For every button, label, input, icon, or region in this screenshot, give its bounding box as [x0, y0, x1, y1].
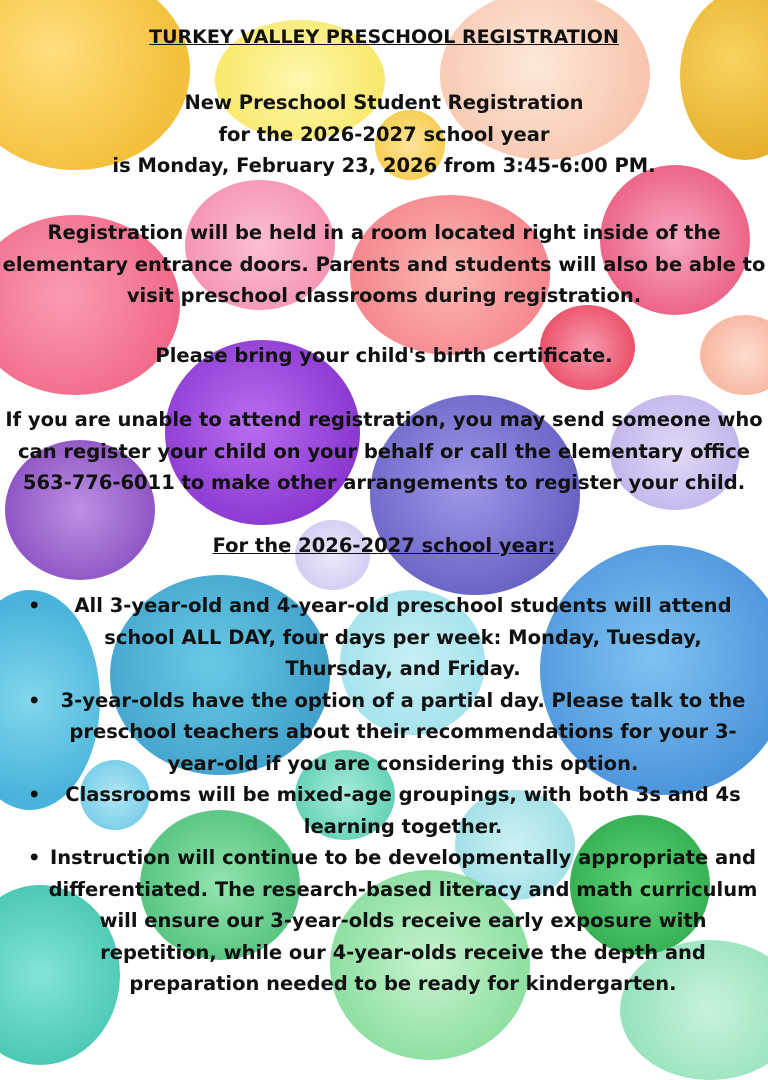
school-year-details-list — [0, 590, 768, 1000]
list-item — [0, 842, 768, 1000]
list-item — [0, 685, 768, 780]
location-line: Registration will be held in a room located right inside of the — [47, 221, 721, 244]
list-item-text: Classrooms will be mixed-age groupings, with both 3s and 4s learning together. — [65, 783, 741, 838]
list-item-text: All 3-year-old and 4-year-old preschool students will attend school ALL DAY, four days per week: Monday, Tuesday, Thursday, and Friday. — [74, 594, 732, 680]
location-line: elementary entrance doors. Parents and students will also be able to — [2, 252, 766, 276]
certificate-note: Please bring your child's birth certificate. — [155, 344, 613, 367]
registration-line: is Monday, February 23, 2026 from 3:45-6:00 PM. — [112, 154, 656, 177]
registration-line: New Preschool Student Registration — [184, 91, 584, 114]
bullet-icon: • — [28, 688, 41, 712]
bullet-icon: • — [28, 783, 41, 806]
registration-line: for the 2026-2027 school year — [218, 122, 550, 146]
school-year-subheading: For the 2026-2027 school year: — [212, 534, 556, 557]
location-info — [0, 217, 768, 312]
page-title: TURKEY VALLEY PRESCHOOL REGISTRATION — [149, 26, 619, 48]
unable-to-attend-info — [0, 404, 768, 499]
list-item — [0, 590, 768, 685]
unable-line: 563-776-6011 to make other arrangements to register your child. — [22, 471, 746, 494]
list-item-text: 3-year-olds have the option of a partial day. Please talk to the preschool teachers about their recommendations for your 3-year-old if you are considering this option. — [60, 688, 746, 775]
list-item-text: Instruction will continue to be developmentally appropriate and differentiated. The research-based literacy and math curriculum will ensure our 3-year-olds receive early exposure with repetition, while our 4-year-olds receive the depth and preparation needed to be ready for kindergarten. — [48, 846, 758, 995]
bullet-icon: • — [28, 846, 41, 869]
unable-line: can register your child on your behalf or call the elementary office — [17, 439, 750, 463]
bullet-icon: • — [28, 594, 41, 617]
registration-info — [0, 87, 768, 182]
list-item — [0, 779, 768, 842]
unable-line: If you are unable to attend registration, you may send someone who — [5, 408, 763, 431]
location-line: visit preschool classrooms during registration. — [126, 284, 642, 307]
